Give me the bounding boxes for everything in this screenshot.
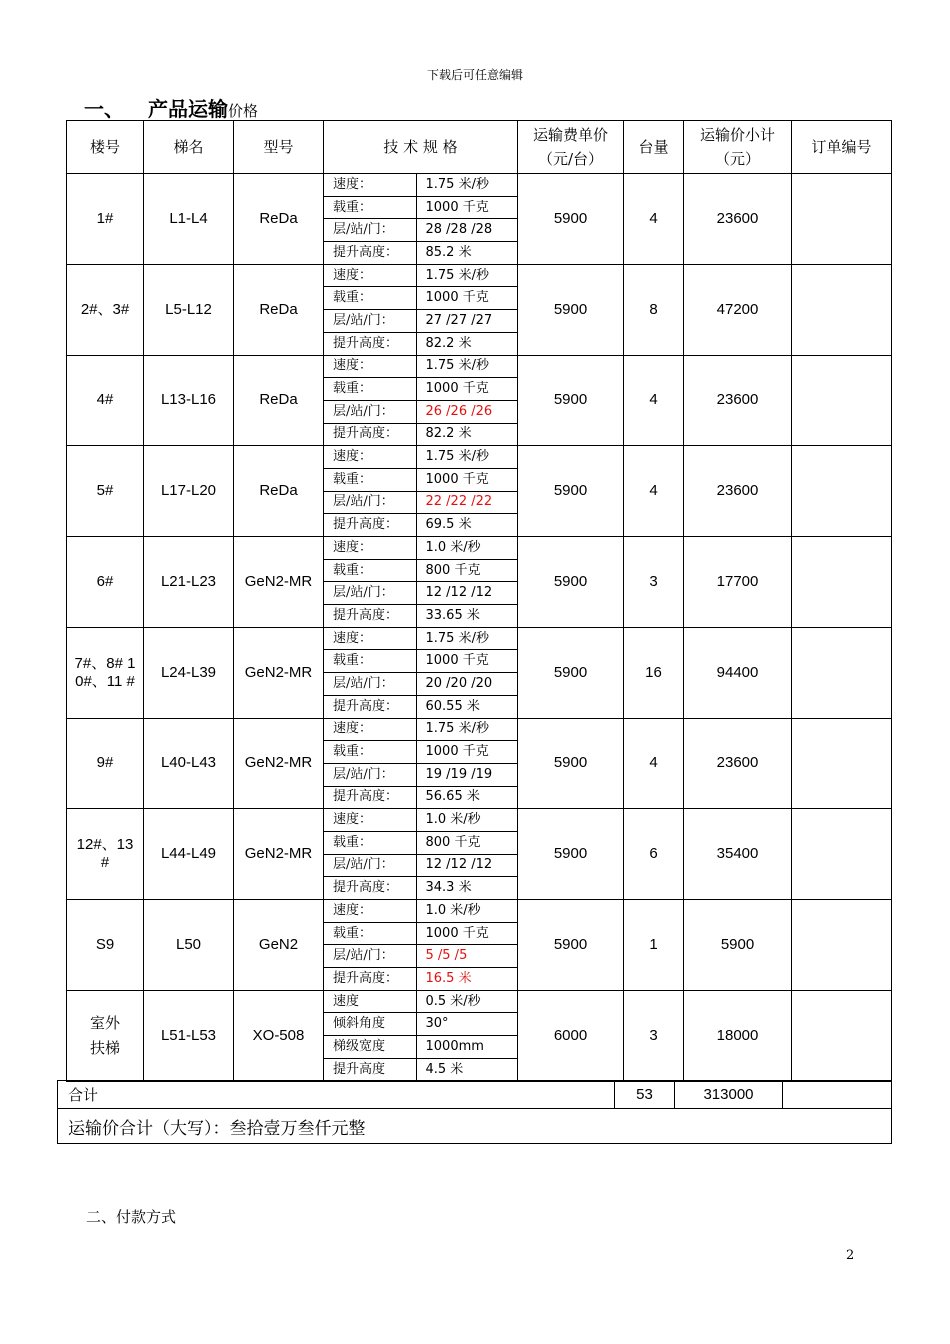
spec-value: 85.2 米 [416,242,517,264]
cell-model: GeN2-MR [234,809,324,900]
cell-unit-price: 5900 [518,718,624,809]
spec-row [324,968,517,990]
spec-row [324,831,517,854]
spec-key: 速度： [324,719,416,741]
spec-key: 速度： [324,537,416,559]
spec-key: 载重： [324,831,416,854]
cell-subtotal: 23600 [684,174,792,265]
spec-value: 1000 千克 [416,378,517,401]
spec-key: 载重： [324,922,416,945]
spec-value: 1.0 米/秒 [416,900,517,922]
spec-row [324,514,517,536]
spec-value: 800 千克 [416,559,517,582]
cell-model: XO-508 [234,990,324,1081]
spec-value: 56.65 米 [416,786,517,808]
spec-key: 提升高度 [324,1058,416,1080]
spec-row [324,854,517,877]
spec-value: 800 千克 [416,831,517,854]
spec-value: 34.3 米 [416,877,517,899]
cell-quantity: 8 [624,264,684,355]
spec-key: 提升高度： [324,877,416,899]
spec-key: 层/站/门： [324,582,416,605]
table-row [67,446,892,537]
cell-building: 12#、13 # [67,809,144,900]
spec-value: 4.5 米 [416,1058,517,1080]
spec-value: 0.5 米/秒 [416,991,517,1013]
spec-subtable [324,991,517,1081]
spec-key: 提升高度： [324,968,416,990]
cell-spec [324,264,518,355]
spec-subtable [324,265,517,355]
cell-building: 5# [67,446,144,537]
cell-unit-price: 5900 [518,264,624,355]
spec-row [324,265,517,287]
spec-row [324,287,517,310]
spec-key: 载重： [324,559,416,582]
cell-order-no [792,809,892,900]
spec-key: 提升高度： [324,786,416,808]
cell-spec [324,718,518,809]
page-number: 2 [846,1248,855,1263]
spec-value: 28 /28 /28 [416,219,517,242]
cell-elevator-name: L5-L12 [144,264,234,355]
spec-row [324,378,517,401]
spec-value: 1000 千克 [416,650,517,673]
cell-elevator-name: L21-L23 [144,537,234,628]
cell-subtotal: 18000 [684,990,792,1081]
section-title-main: 产品运输 [148,97,228,121]
spec-key: 载重： [324,196,416,219]
cell-quantity: 6 [624,809,684,900]
spec-value: 30° [416,1013,517,1036]
spec-key: 提升高度： [324,332,416,354]
spec-value: 1.0 米/秒 [416,809,517,831]
total-table [57,1080,892,1144]
table-row [67,537,892,628]
cell-model: GeN2 [234,900,324,991]
spec-value: 22 /22 /22 [416,491,517,514]
total-label: 合计 [58,1081,615,1109]
cell-building: 室外扶梯 [67,990,144,1081]
spec-value: 1.75 米/秒 [416,446,517,468]
spec-key: 层/站/门： [324,763,416,786]
header-elevator-name: 梯名 [144,121,234,174]
caps-total-text: 运输价合计（大写）：叁拾壹万叁仟元整 [58,1109,892,1144]
cell-subtotal: 23600 [684,446,792,537]
spec-row [324,219,517,242]
spec-key: 提升高度： [324,242,416,264]
section-number: 一、 [84,97,124,121]
spec-row [324,559,517,582]
cell-spec [324,900,518,991]
cell-elevator-name: L13-L16 [144,355,234,446]
cell-subtotal: 35400 [684,809,792,900]
spec-row [324,242,517,264]
cell-unit-price: 5900 [518,537,624,628]
spec-value: 16.5 米 [416,968,517,990]
header-building: 楼号 [67,121,144,174]
cell-order-no [792,264,892,355]
total-order-empty [783,1081,892,1109]
spec-key: 速度： [324,265,416,287]
spec-row [324,763,517,786]
spec-key: 层/站/门： [324,310,416,333]
cell-subtotal: 17700 [684,537,792,628]
spec-key: 提升高度： [324,423,416,445]
cell-building: 6# [67,537,144,628]
page-header-note: 下载后可任意编辑 [426,68,523,82]
spec-value: 33.65 米 [416,605,517,627]
table-row [67,627,892,718]
table-row [67,900,892,991]
spec-subtable [324,628,517,718]
caps-total-row [58,1109,892,1144]
spec-key: 速度 [324,991,416,1013]
cell-quantity: 4 [624,355,684,446]
spec-row [324,491,517,514]
cell-spec [324,446,518,537]
spec-row [324,922,517,945]
cell-elevator-name: L24-L39 [144,627,234,718]
cell-elevator-name: L44-L49 [144,809,234,900]
spec-row [324,423,517,445]
spec-key: 层/站/门： [324,854,416,877]
spec-key: 速度： [324,628,416,650]
spec-row [324,1058,517,1080]
cell-unit-price: 5900 [518,900,624,991]
cell-building: 7#、8# 10#、11 # [67,627,144,718]
cell-spec [324,627,518,718]
cell-building: S9 [67,900,144,991]
section-title-suffix: 价格 [228,102,259,120]
cell-unit-price: 5900 [518,355,624,446]
spec-row [324,900,517,922]
spec-key: 载重： [324,650,416,673]
spec-row [324,196,517,219]
spec-subtable [324,900,517,990]
cell-order-no [792,174,892,265]
table-row [67,264,892,355]
spec-subtable [324,446,517,536]
spec-key: 层/站/门： [324,400,416,423]
spec-row [324,628,517,650]
cell-building: 4# [67,355,144,446]
spec-row [324,332,517,354]
spec-key: 载重： [324,741,416,764]
spec-subtable [324,174,517,264]
spec-row [324,1013,517,1036]
spec-row [324,446,517,468]
spec-row [324,991,517,1013]
cell-order-no [792,900,892,991]
spec-subtable [324,356,517,446]
spec-key: 提升高度： [324,514,416,536]
cell-model: GeN2-MR [234,718,324,809]
cell-spec [324,990,518,1081]
table-header-row [67,121,892,174]
cell-unit-price: 6000 [518,990,624,1081]
spec-row [324,605,517,627]
cell-elevator-name: L17-L20 [144,446,234,537]
spec-value: 82.2 米 [416,423,517,445]
cell-model: ReDa [234,355,324,446]
cell-order-no [792,627,892,718]
cell-subtotal: 94400 [684,627,792,718]
spec-row [324,877,517,899]
cell-spec [324,174,518,265]
spec-value: 20 /20 /20 [416,673,517,696]
cell-spec [324,537,518,628]
spec-key: 层/站/门： [324,219,416,242]
spec-value: 12 /12 /12 [416,582,517,605]
spec-key: 倾斜角度 [324,1013,416,1036]
table-row [67,718,892,809]
spec-key: 层/站/门： [324,673,416,696]
spec-subtable [324,719,517,809]
spec-row [324,741,517,764]
cell-quantity: 3 [624,990,684,1081]
cell-model: GeN2-MR [234,537,324,628]
cell-order-no [792,446,892,537]
spec-key: 提升高度： [324,605,416,627]
cell-elevator-name: L1-L4 [144,174,234,265]
spec-row [324,945,517,968]
header-order-no: 订单编号 [792,121,892,174]
cell-model: ReDa [234,446,324,537]
table-row [67,809,892,900]
cell-quantity: 16 [624,627,684,718]
cell-building: 2#、3# [67,264,144,355]
spec-row [324,582,517,605]
table-row [67,990,892,1081]
spec-key: 载重： [324,378,416,401]
spec-subtable [324,537,517,627]
cell-model: ReDa [234,174,324,265]
spec-row [324,719,517,741]
cell-unit-price: 5900 [518,809,624,900]
spec-row [324,786,517,808]
header-subtotal: 运输价小计（元） [684,121,792,174]
cell-unit-price: 5900 [518,174,624,265]
spec-row [324,468,517,491]
spec-value: 1000 千克 [416,922,517,945]
cell-subtotal: 23600 [684,355,792,446]
spec-key: 速度： [324,356,416,378]
spec-value: 27 /27 /27 [416,310,517,333]
table-row [67,355,892,446]
cell-quantity: 4 [624,446,684,537]
cell-spec [324,809,518,900]
spec-key: 速度： [324,900,416,922]
spec-value: 1.75 米/秒 [416,265,517,287]
spec-value: 69.5 米 [416,514,517,536]
spec-value: 1.75 米/秒 [416,719,517,741]
cell-subtotal: 47200 [684,264,792,355]
spec-key: 层/站/门： [324,491,416,514]
table-row [67,174,892,265]
cell-order-no [792,718,892,809]
cell-subtotal: 23600 [684,718,792,809]
spec-key: 层/站/门： [324,945,416,968]
cell-unit-price: 5900 [518,446,624,537]
spec-value: 1000 千克 [416,468,517,491]
header-unit-price: 运输费单价（元/台） [518,121,624,174]
cell-elevator-name: L51-L53 [144,990,234,1081]
cell-order-no [792,355,892,446]
spec-row [324,809,517,831]
spec-key: 速度： [324,174,416,196]
cell-spec [324,355,518,446]
spec-key: 提升高度： [324,695,416,717]
payment-section-title: 二、付款方式 [86,1208,177,1226]
cell-order-no [792,537,892,628]
cell-elevator-name: L40-L43 [144,718,234,809]
spec-row [324,695,517,717]
cell-building: 9# [67,718,144,809]
cell-order-no [792,990,892,1081]
spec-value: 19 /19 /19 [416,763,517,786]
transport-price-table [66,120,892,1082]
spec-row [324,537,517,559]
total-quantity: 53 [615,1081,675,1109]
cell-quantity: 1 [624,900,684,991]
spec-key: 速度： [324,446,416,468]
cell-unit-price: 5900 [518,627,624,718]
header-model: 型号 [234,121,324,174]
cell-quantity: 4 [624,174,684,265]
spec-subtable [324,809,517,899]
spec-key: 载重： [324,287,416,310]
spec-value: 1000 千克 [416,196,517,219]
spec-key: 速度： [324,809,416,831]
section-title [84,93,258,122]
spec-value: 1.0 米/秒 [416,537,517,559]
header-quantity: 台量 [624,121,684,174]
spec-key: 梯级宽度 [324,1036,416,1059]
spec-row [324,1036,517,1059]
spec-value: 1000mm [416,1036,517,1059]
spec-value: 1.75 米/秒 [416,356,517,378]
cell-building: 1# [67,174,144,265]
cell-elevator-name: L50 [144,900,234,991]
spec-row [324,650,517,673]
spec-value: 1000 千克 [416,287,517,310]
spec-row [324,174,517,196]
spec-row [324,356,517,378]
cell-subtotal: 5900 [684,900,792,991]
header-spec: 技 术 规 格 [324,121,518,174]
spec-value: 12 /12 /12 [416,854,517,877]
total-amount: 313000 [675,1081,783,1109]
cell-quantity: 4 [624,718,684,809]
spec-value: 82.2 米 [416,332,517,354]
spec-value: 5 /5 /5 [416,945,517,968]
spec-value: 60.55 米 [416,695,517,717]
spec-key: 载重： [324,468,416,491]
cell-model: ReDa [234,264,324,355]
cell-quantity: 3 [624,537,684,628]
spec-value: 1.75 米/秒 [416,174,517,196]
spec-value: 1.75 米/秒 [416,628,517,650]
spec-value: 26 /26 /26 [416,400,517,423]
spec-row [324,673,517,696]
spec-row [324,400,517,423]
cell-model: GeN2-MR [234,627,324,718]
spec-row [324,310,517,333]
spec-value: 1000 千克 [416,741,517,764]
total-row [58,1081,892,1109]
